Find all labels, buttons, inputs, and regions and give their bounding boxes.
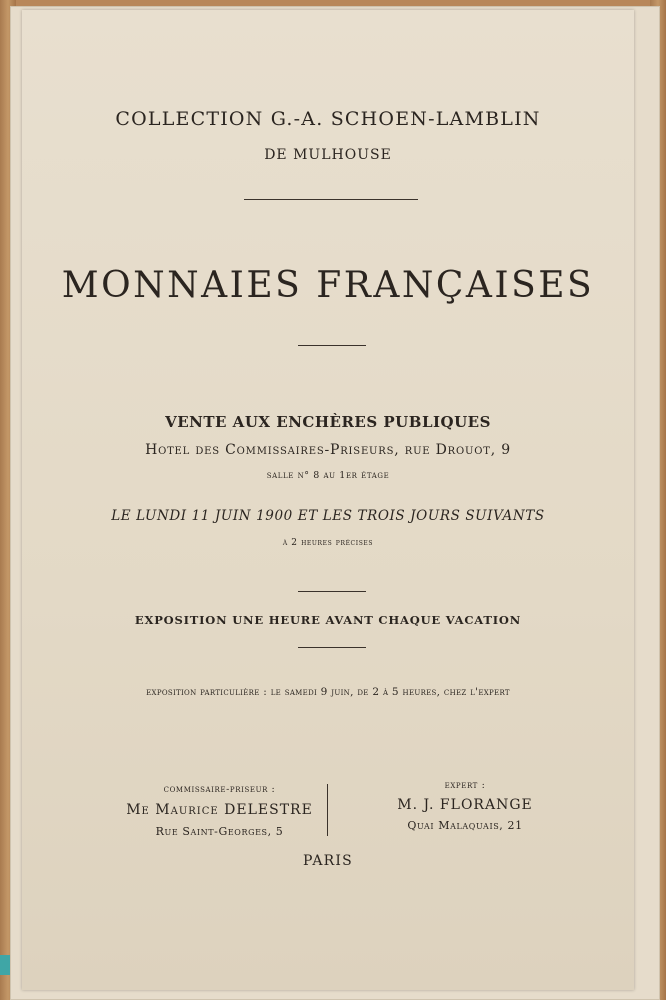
divider-rule bbox=[298, 591, 366, 592]
sale-time: à 2 heures précises bbox=[282, 538, 374, 548]
divider-rule bbox=[298, 647, 366, 648]
divider-rule bbox=[298, 345, 366, 346]
column-divider bbox=[327, 784, 328, 836]
expert-label: expert : bbox=[444, 780, 486, 791]
expert-address: Quai Malaquais, 21 bbox=[407, 819, 523, 832]
auctioneer-label: commissaire-priseur : bbox=[163, 784, 276, 795]
catalogue-title: MONNAIES FRANÇAISES bbox=[61, 265, 595, 306]
publication-city: PARIS bbox=[303, 853, 353, 869]
exhibition-main: EXPOSITION UNE HEURE AVANT CHAQUE VACATION bbox=[134, 613, 522, 627]
sale-heading: VENTE AUX ENCHÈRES PUBLIQUES bbox=[165, 413, 491, 431]
collection-origin: DE MULHOUSE bbox=[264, 147, 392, 163]
collection-title: COLLECTION G.-A. SCHOEN-LAMBLIN bbox=[115, 108, 541, 130]
divider-rule bbox=[244, 199, 418, 200]
sale-date: LE LUNDI 11 JUIN 1900 ET LES TROIS JOURS SUIVANTS bbox=[111, 508, 545, 524]
exhibition-private: exposition particulière : le samedi 9 juin, de 2 à 5 heures, chez l'expert bbox=[146, 686, 510, 698]
sale-venue: Hotel des Commissaires-Priseurs, rue Drouot, 9 bbox=[145, 442, 511, 458]
auctioneer-address: Rue Saint-Georges, 5 bbox=[155, 825, 284, 838]
expert-name: M. J. FLORANGE bbox=[397, 797, 533, 813]
catalogue-cover bbox=[22, 10, 634, 990]
auctioneer-name: Me Maurice DELESTRE bbox=[126, 802, 313, 818]
sale-room: salle n° 8 au 1er étage bbox=[266, 470, 390, 481]
